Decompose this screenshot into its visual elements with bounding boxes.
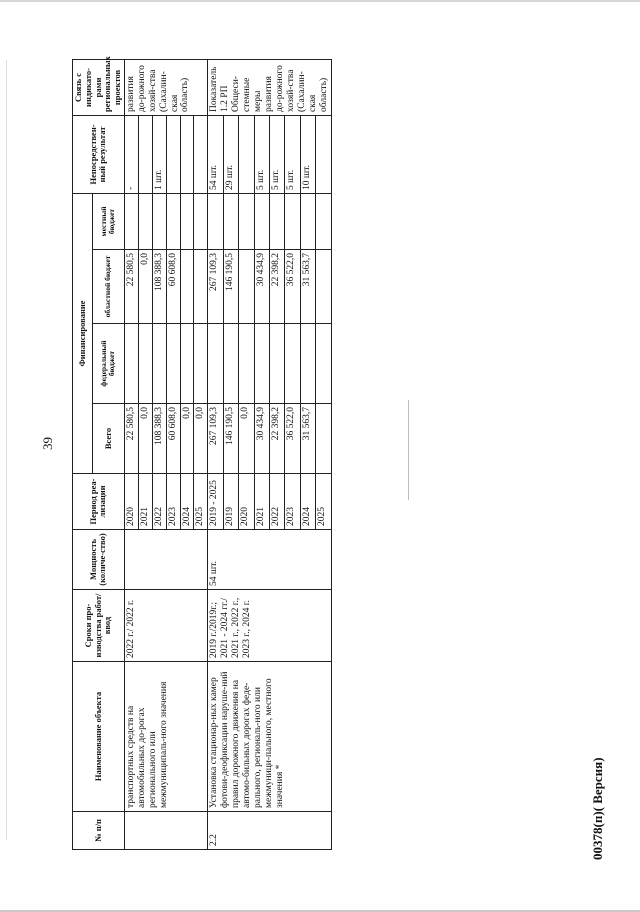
row-year: 2025: [316, 474, 331, 530]
row-local: [300, 193, 315, 249]
header-name: Наименование объекта: [73, 662, 125, 812]
row-result: [239, 115, 254, 193]
row-total: 22 580,5: [124, 404, 138, 474]
row-year: 2023: [285, 474, 300, 530]
row-capacity: [124, 530, 208, 590]
row-local: [239, 193, 254, 249]
row-federal: [269, 324, 284, 404]
row-federal: [285, 324, 300, 404]
row-federal: [208, 324, 223, 404]
row-regional: [194, 250, 208, 324]
row-year: 2024: [180, 474, 194, 530]
footer-code: 00378(п)( Версия): [590, 757, 605, 860]
header-period: Период реа-лизации: [73, 474, 125, 530]
row-federal: [254, 324, 269, 404]
header-deadlines: Сроки про-изводства работ/ввод: [73, 590, 125, 662]
row-name: транспортных средств на автомобильных до-рогах регионального или межмуниципаль-ного значения: [124, 662, 208, 812]
header-capacity: Мощность (количе-ство): [73, 530, 125, 590]
header-financing: Финансирование: [73, 193, 93, 473]
row-num: 2.2: [208, 812, 331, 850]
scan-artifact-line: [408, 400, 409, 500]
row-total: 0,0: [138, 404, 152, 474]
row-year: 2019 - 2025: [208, 474, 223, 530]
row-federal: [180, 324, 194, 404]
row-result: 10 шт.: [300, 115, 315, 193]
row-local: [285, 193, 300, 249]
row-federal: [152, 324, 166, 404]
row-total: 0,0: [180, 404, 194, 474]
row-total: 0,0: [239, 404, 254, 474]
row-link: развития до-рожного хозяй-ства (Сахалин-ская область): [124, 59, 208, 115]
row-federal: [316, 324, 331, 404]
row-total: 30 434,9: [254, 404, 269, 474]
row-year: 2025: [194, 474, 208, 530]
row-federal: [223, 324, 238, 404]
row-result: [194, 115, 208, 193]
row-regional: 0,0: [138, 250, 152, 324]
row-result: 1 шт.: [152, 115, 166, 193]
financing-table-rotated: [72, 56, 329, 850]
row-federal: [239, 324, 254, 404]
row-regional: [239, 250, 254, 324]
row-year: 2020: [124, 474, 138, 530]
row-year: 2024: [300, 474, 315, 530]
header-regional: областной бюджет: [93, 250, 125, 324]
row-total: [316, 404, 331, 474]
row-regional: 146 190,5: [223, 250, 238, 324]
row-result: [138, 115, 152, 193]
row-total: 31 563,7: [300, 404, 315, 474]
header-total: Всего: [93, 404, 125, 474]
table-row: [208, 59, 223, 849]
row-year: 2021: [138, 474, 152, 530]
row-total: 36 522,0: [285, 404, 300, 474]
row-deadlines: 2019 г./2019г.; 2021 - 2024 гг./ 2021 г., 2022 г., 2023 г., 2024 г.: [208, 590, 331, 662]
row-federal: [138, 324, 152, 404]
row-federal: [194, 324, 208, 404]
row-total: 60 608,0: [166, 404, 180, 474]
row-regional: 22 580,5: [124, 250, 138, 324]
row-num: [124, 812, 208, 850]
row-regional: 60 608,0: [166, 250, 180, 324]
row-result: [316, 115, 331, 193]
row-regional: 108 388,3: [152, 250, 166, 324]
row-federal: [124, 324, 138, 404]
row-year: 2020: [239, 474, 254, 530]
row-regional: [180, 250, 194, 324]
header-link: Связь с индикато-рами региональных проектов: [73, 59, 125, 115]
table-header-row: [73, 59, 93, 849]
row-result: 29 шт.: [223, 115, 238, 193]
row-result: -: [124, 115, 138, 193]
row-year: 2023: [166, 474, 180, 530]
row-local: [180, 193, 194, 249]
row-local: [166, 193, 180, 249]
row-local: [194, 193, 208, 249]
page-number: 39: [40, 437, 55, 450]
row-local: [208, 193, 223, 249]
row-local: [124, 193, 138, 249]
row-total: 108 388,3: [152, 404, 166, 474]
row-result: 5 шт.: [285, 115, 300, 193]
row-regional: 31 563,7: [300, 250, 315, 324]
row-local: [316, 193, 331, 249]
row-local: [254, 193, 269, 249]
row-result: 54 шт.: [208, 115, 223, 193]
row-local: [269, 193, 284, 249]
row-total: 22 398,2: [269, 404, 284, 474]
header-result: Непосредствен-ный результат: [73, 115, 125, 193]
row-name: Установка стационар-ных камер фотови-деофиксации наруше-ний правил дорожного движения на автомо-бильных дорогах феде-рального, региональ-ного или межмуници-пального, местного значения *: [208, 662, 331, 812]
header-federal: федеральный бюджет: [93, 324, 125, 404]
row-year: 2021: [254, 474, 269, 530]
row-result: [180, 115, 194, 193]
scan-edge-line: [6, 60, 7, 840]
row-result: [166, 115, 180, 193]
row-local: [223, 193, 238, 249]
row-total: 0,0: [194, 404, 208, 474]
row-capacity: 54 шт.: [208, 530, 331, 590]
row-total: 146 190,5: [223, 404, 238, 474]
row-local: [152, 193, 166, 249]
row-regional: 30 434,9: [254, 250, 269, 324]
header-num: № п/п: [73, 812, 125, 850]
row-total: 267 109,3: [208, 404, 223, 474]
page-edge-top: [0, 0, 640, 2]
row-deadlines: 2022 г./ 2022 г.: [124, 590, 208, 662]
row-year: 2019: [223, 474, 238, 530]
header-local: местный бюджет: [93, 193, 125, 249]
row-regional: [316, 250, 331, 324]
row-link: Показатель 1.2 РП Общеси-стемные меры развития до-рожного хозяй-ства (Сахалин-ская область): [208, 59, 331, 115]
row-year: 2022: [269, 474, 284, 530]
row-result: 5 шт.: [269, 115, 284, 193]
row-regional: 22 398,2: [269, 250, 284, 324]
row-federal: [166, 324, 180, 404]
row-regional: 36 522,0: [285, 250, 300, 324]
row-federal: [300, 324, 315, 404]
row-result: 5 шт.: [254, 115, 269, 193]
row-year: 2022: [152, 474, 166, 530]
row-local: [138, 193, 152, 249]
row-regional: 267 109,3: [208, 250, 223, 324]
table-row: [124, 59, 138, 849]
financing-table: [72, 56, 332, 850]
